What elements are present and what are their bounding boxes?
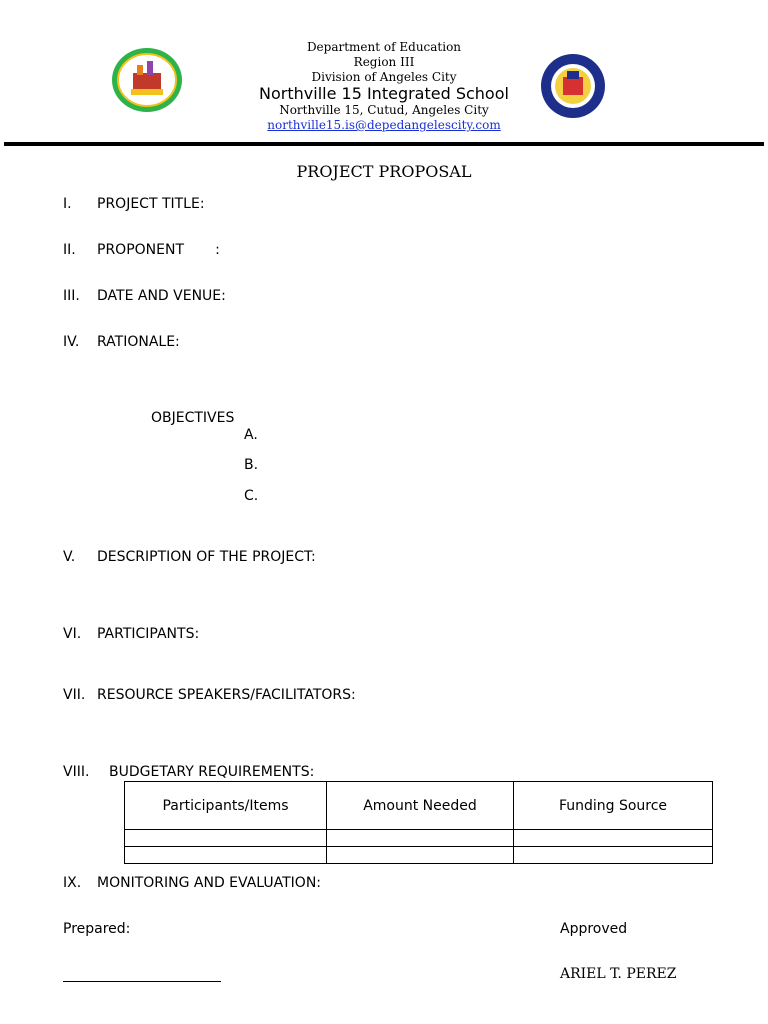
section-number: II. — [63, 242, 76, 258]
objectives-heading: OBJECTIVES — [151, 410, 235, 426]
prepared-label: Prepared: — [63, 921, 131, 937]
section-number: III. — [63, 288, 80, 304]
section-number: IX. — [63, 875, 82, 891]
section-label: DESCRIPTION OF THE PROJECT: — [97, 549, 316, 565]
table-header-row — [125, 782, 713, 830]
section-proponent — [63, 242, 220, 258]
section-number: V. — [63, 549, 76, 565]
section-rationale — [63, 334, 180, 350]
section-number: IV. — [63, 334, 80, 350]
section-description — [63, 549, 316, 565]
table-cell[interactable] — [327, 830, 514, 847]
section-budget — [63, 764, 315, 780]
table-cell[interactable] — [327, 847, 514, 864]
table-row — [125, 847, 713, 864]
objective-item: A. — [244, 427, 258, 443]
table-row — [125, 830, 713, 847]
approved-label: Approved — [560, 921, 628, 937]
section-number: I. — [63, 196, 72, 212]
table-cell[interactable] — [514, 847, 713, 864]
signature-line — [63, 981, 221, 982]
document-title: PROJECT PROPOSAL — [296, 162, 472, 181]
table-cell[interactable] — [125, 847, 327, 864]
section-label: PROPONENT : — [97, 242, 220, 258]
section-date-venue — [63, 288, 226, 304]
region-line: Region III — [353, 55, 415, 69]
section-label: PROJECT TITLE: — [97, 196, 205, 212]
section-label: MONITORING AND EVALUATION: — [97, 875, 322, 891]
column-header: Amount Needed — [327, 782, 514, 830]
section-resource-speakers — [63, 687, 356, 703]
approver-name: ARIEL T. PEREZ — [560, 966, 677, 982]
objective-item: C. — [244, 488, 259, 504]
school-address: Northville 15, Cutud, Angeles City — [279, 103, 489, 117]
section-number: VIII. — [63, 764, 90, 780]
objective-item: B. — [244, 457, 259, 473]
table-cell[interactable] — [125, 830, 327, 847]
email-link[interactable]: northville15.is@depedangelescity.com — [267, 118, 501, 132]
section-label: RATIONALE: — [97, 334, 180, 350]
table-cell[interactable] — [514, 830, 713, 847]
division-line: Division of Angeles City — [311, 70, 457, 84]
column-header: Funding Source — [514, 782, 713, 830]
section-label: BUDGETARY REQUIREMENTS: — [109, 764, 315, 780]
section-label: PARTICIPANTS: — [97, 626, 200, 642]
school-name: Northville 15 Integrated School — [259, 84, 509, 103]
section-label: DATE AND VENUE: — [97, 288, 226, 304]
section-label: RESOURCE SPEAKERS/FACILITATORS: — [97, 687, 356, 703]
department-line: Department of Education — [306, 40, 462, 54]
section-number: VII. — [63, 687, 86, 703]
section-monitoring — [63, 875, 322, 891]
budget-table — [124, 781, 713, 864]
column-header: Participants/Items — [125, 782, 327, 830]
header-divider — [4, 142, 764, 146]
section-project-title — [63, 196, 205, 212]
section-number: VI. — [63, 626, 82, 642]
section-participants — [63, 626, 200, 642]
